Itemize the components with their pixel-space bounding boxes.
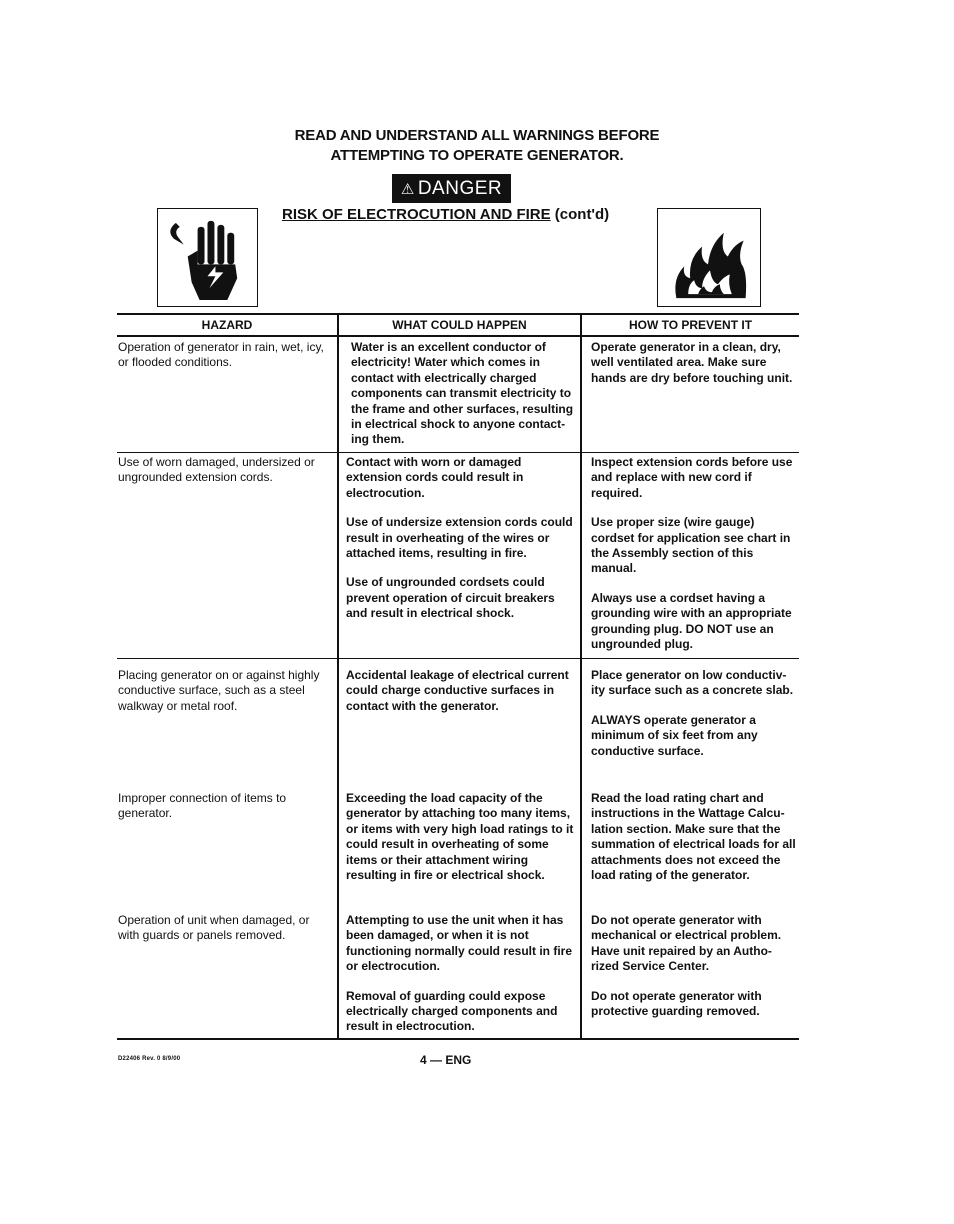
hazard-cell: Placing generator on or against highly conductive surface, such as a steel walkway or metal roof. [118,668,320,713]
what-cell [346,791,576,883]
heading-line-2: ATTEMPTING TO OPERATE GENERATOR. [330,147,624,164]
prevent-cell [591,791,799,883]
fire-flames-icon [657,208,761,307]
hazard-cell: Improper connection of items to generator. [118,791,287,821]
page-number: 4 — ENG [420,1053,472,1067]
what-cell [351,340,578,448]
hazard-cell: Use of worn damaged, undersized or ungrounded extension cords. [118,455,315,485]
prevent-paragraph: Place generator on low conductiv- ity surface such as a concrete slab. [591,668,794,698]
table-header-rule [117,335,799,337]
danger-badge [392,174,511,203]
what-paragraph: Attempting to use the unit when it has been damaged, or when it is not functioning normally could result in fire or electrocution. [346,913,573,974]
what-paragraph: Removal of guarding could expose electrically charged components and result in electrocution. [346,988,558,1034]
prevent-cell [591,668,799,759]
prevent-cell [591,455,799,652]
what-paragraph: Use of ungrounded cordsets could prevent operation of circuit breakers and result in electrical shock. [346,575,555,621]
danger-label: DANGER [417,177,503,199]
prevent-paragraph: Always use a cordset having a grounding wire with an appropriate grounding plug. DO NOT use an ungrounded plug. [591,590,792,652]
risk-title [282,206,609,223]
heading-line-1: READ AND UNDERSTAND ALL WARNINGS BEFORE [294,127,660,144]
what-paragraph: Water is an excellent conductor of electricity! Water which comes in contact with electrically charged components can transmit electricity to the frame and other surfaces, resulting in electrical shock to anyone contact- ing them. [351,340,574,447]
prevent-paragraph: Do not operate generator with protective guarding removed. [591,988,762,1019]
warning-triangle-icon: ⚠ [400,180,415,198]
prevent-paragraph: Operate generator in a clean, dry, well ventilated area. Make sure hands are dry before touching unit. [591,340,793,385]
prevent-cell [591,340,801,386]
risk-title-suffix: (cont'd) [550,206,610,223]
prevent-paragraph: Use proper size (wire gauge) cordset for application see chart in the Assembly section of this manual. [591,515,791,576]
what-paragraph: Use of undersize extension cords could result in overheating of the wires or attached items, resulting in fire. [346,515,573,561]
what-paragraph: Contact with worn or damaged extension cords could result in electrocution. [346,455,524,500]
prevent-cell [591,913,799,1019]
prevent-paragraph: Inspect extension cords before use and replace with new cord if required. [591,455,793,500]
row-separator-2 [339,658,799,659]
risk-title-main: RISK OF ELECTROCUTION AND FIRE [282,206,551,223]
what-paragraph: Exceeding the load capacity of the generator by attaching too many items, or items with very high load ratings to it could result in overheating of some items or their attachment wiring resulting in fire or electrical shock. [346,791,574,883]
prevent-paragraph: Read the load rating chart and instructions in the Wattage Calcu- lation section. Make sure that the summation of electrical loads for all attachments does not exceed the load rating of the generator. [591,791,796,883]
prevent-paragraph: ALWAYS operate generator a minimum of six feet from any conductive surface. [591,712,758,758]
page-heading [0,126,954,166]
row-separator-hazard-1 [117,452,338,453]
hazard-cell: Operation of generator in rain, wet, icy, or flooded conditions. [118,340,324,370]
what-cell [346,913,578,1035]
header-what-could-happen: WHAT COULD HAPPEN [392,318,527,332]
prevent-paragraph: Do not operate generator with mechanical or electrical problem. Have unit repaired by an Autho- rized Service Center. [591,913,782,974]
electric-shock-hand-icon [157,208,258,307]
document-code: D22406 Rev. 0 8/9/00 [118,1056,181,1062]
what-cell [346,668,578,714]
header-how-to-prevent: HOW TO PREVENT IT [628,318,753,332]
column-divider-1 [337,313,339,1039]
hazard-table [117,313,799,1040]
what-paragraph: Accidental leakage of electrical current could charge conductive surfaces in contact with the generator. [346,668,569,713]
table-top-rule [117,313,799,315]
row-separator-hazard-2 [117,658,338,659]
row-separator-1 [339,452,799,453]
column-divider-2 [580,313,582,1039]
header-hazard: HAZARD [201,318,253,332]
hazard-cell: Operation of unit when damaged, or with guards or panels removed. [118,913,310,943]
what-cell [346,455,576,622]
table-bottom-rule [117,1038,799,1040]
